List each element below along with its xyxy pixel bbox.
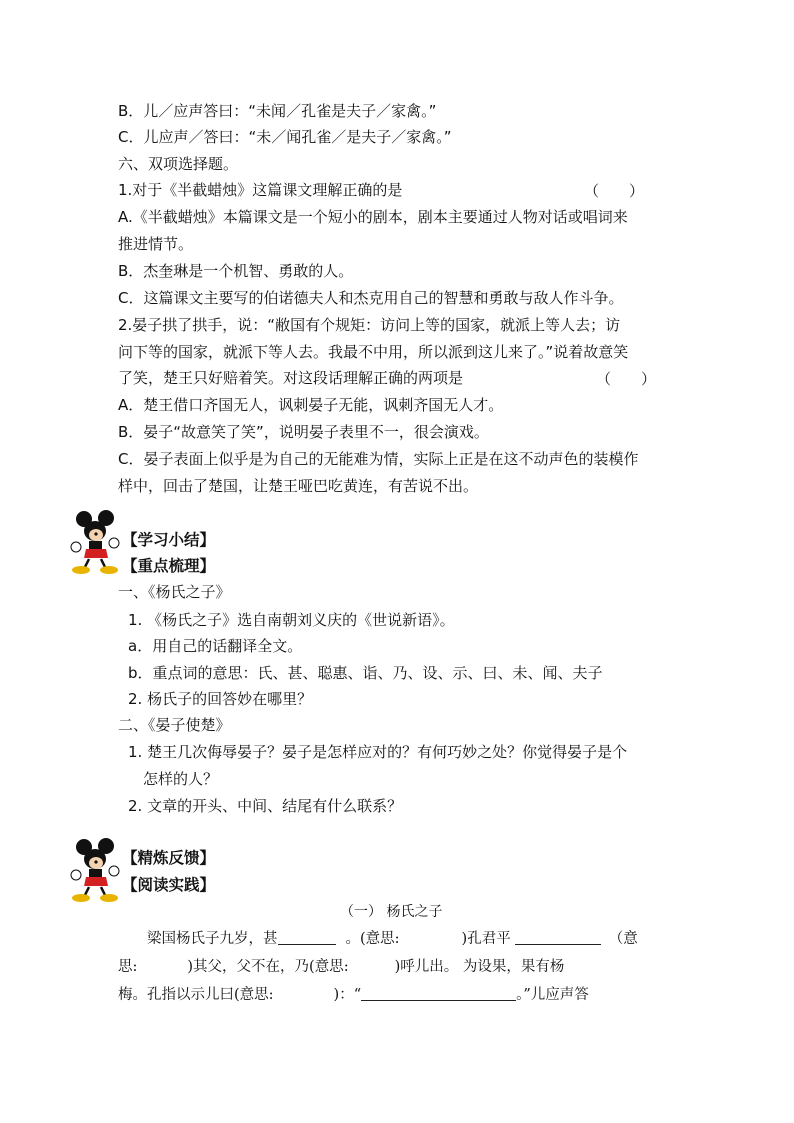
q2-option-c: C．晏子表面上似乎是为自己的无能难为情，实际上正是在这不动声色的装模作 <box>118 450 639 468</box>
section-heading: 六、双项选择题。 <box>118 155 239 173</box>
summary-1-b: b．重点词的意思：氏、甚、聪惠、诣、乃、设、示、曰、未、闻、夫子 <box>128 664 603 682</box>
summary-item-1: 一、《杨氏之子》 <box>118 583 231 601</box>
summary-item-2: 二、《晏子使楚》 <box>118 716 231 734</box>
q1-option-c: C．这篇课文主要写的伯诺德夫人和杰克用自己的智慧和勇敢与敌人作斗争。 <box>118 289 624 307</box>
option-c: C．儿应声／答曰：“未／闻孔雀／是夫子／家禽。” <box>118 128 452 146</box>
passage-text: )：“ <box>333 987 362 1003</box>
fill-blank[interactable] <box>278 928 336 945</box>
q1-option-b: B．杰奎琳是一个机智、勇敢的人。 <box>118 262 354 280</box>
passage-text: )呼儿出。 为设果，果有杨 <box>394 959 565 975</box>
summary-1-1: 1. 《杨氏之子》选自南朝刘义庆的《世说新语》。 <box>128 611 455 629</box>
mascot-icon <box>68 510 124 576</box>
answer-paren-1: （ ） <box>584 182 645 200</box>
q2-option-b: B．晏子“故意笑了笑”，说明晏子表里不一，很会演戏。 <box>118 423 489 441</box>
q2-option-c-cont: 样中，回击了楚国，让楚王哑巴吃黄连，有苦说不出。 <box>118 477 479 495</box>
reading-practice-heading: 【阅读实践】 <box>122 876 216 894</box>
passage-line-2 <box>118 953 683 981</box>
passage-line-1 <box>118 925 683 953</box>
mascot-icon <box>68 838 124 904</box>
summary-1-2: 2. 杨氏子的回答妙在哪里？ <box>128 690 313 708</box>
q2-option-a: A．楚王借口齐国无人，讽刺晏子无能，讽刺齐国无人才。 <box>118 396 504 414</box>
fill-blank[interactable] <box>515 928 601 945</box>
passage-text: 梅。孔指以示儿曰(意思: <box>118 987 274 1003</box>
passage-text: （意 <box>608 931 638 947</box>
passage-text: )其父，父不在，乃(意思: <box>187 959 349 975</box>
passage-text: 。”儿应声答 <box>516 987 589 1003</box>
summary-2-1: 1. 楚王几次侮辱晏子？晏子是怎样应对的？有何巧妙之处？你觉得晏子是个 <box>128 743 628 761</box>
passage-text: 。(意思: <box>345 931 400 947</box>
reading-passage <box>118 925 683 1009</box>
key-points-heading: 【重点梳理】 <box>122 557 216 575</box>
reading-title: （一） 杨氏之子 <box>340 904 443 920</box>
passage-text: 思: <box>118 959 138 975</box>
question-2-cont: 问下等的国家，就派下等人去。我最不中用，所以派到这儿来了。”说着故意笑 <box>118 343 629 361</box>
question-1: 1.对于《半截蜡烛》这篇课文理解正确的是 <box>118 181 403 199</box>
q1-option-a: A.《半截蜡烛》本篇课文是一个短小的剧本，剧本主要通过人物对话或唱词来 <box>118 208 628 226</box>
passage-line-3 <box>118 981 683 1009</box>
summary-2-1-cont: 怎样的人？ <box>143 770 219 788</box>
question-2-cont2: 了笑，楚王只好赔着笑。对这段话理解正确的两项是 <box>118 369 464 387</box>
feedback-heading: 【精炼反馈】 <box>122 849 216 867</box>
answer-paren-2: （ ） <box>596 370 657 388</box>
study-summary-heading: 【学习小结】 <box>122 531 216 549</box>
summary-2-2: 2. 文章的开头、中间、结尾有什么联系？ <box>128 797 403 815</box>
fill-blank[interactable] <box>361 984 516 1001</box>
passage-text: )孔君平 <box>461 931 511 947</box>
option-b: B．儿／应声答曰：“未闻／孔雀是夫子／家禽。” <box>118 102 437 120</box>
summary-1-a: a．用自己的话翻译全文。 <box>128 637 303 655</box>
passage-text: 梁国杨氏子九岁，甚 <box>147 931 278 947</box>
question-2: 2.晏子拱了拱手，说：“敝国有个规矩：访问上等的国家，就派上等人去；访 <box>118 316 621 334</box>
q1-option-a-cont: 推进情节。 <box>118 235 194 253</box>
